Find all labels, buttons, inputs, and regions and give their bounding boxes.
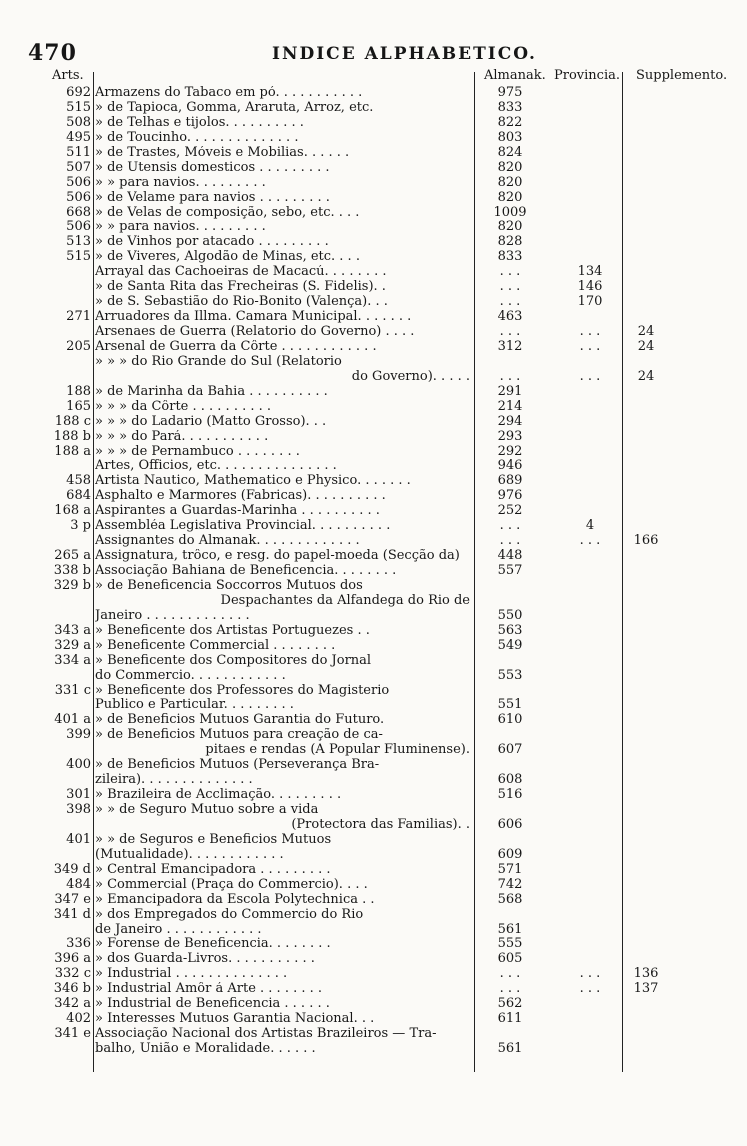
almanak-page: 689 [497,473,523,489]
table-row [0,564,747,579]
table-row [0,400,747,415]
table-row [0,474,747,489]
table-row [0,997,747,1012]
article-number: 188 [66,383,91,399]
table-row [0,833,747,848]
article-number: 342 a [54,996,91,1012]
article-number: 329 a [54,637,91,653]
article-number: 329 b [53,577,91,593]
entry-text: » » para navios. . . . . . . . . [95,220,266,235]
almanak-page: . . . [499,279,521,295]
entry-text: » de Beneficencia Soccorros Mutuos dos [95,578,363,593]
article-number: 334 a [54,652,91,668]
entry-text: » » » do Rio Grande do Sul (Relatorio [95,354,342,369]
column-header-provincia: Provincia. [554,68,620,83]
almanak-page: 557 [497,563,523,578]
almanak-page: 824 [497,144,523,160]
article-number: 331 c [54,682,91,698]
column-headers [0,68,747,86]
entry-text: » de Beneficios Mutuos Garantia do Futuro. [95,713,385,728]
table-row [0,310,747,325]
almanak-page: 605 [497,951,523,967]
entry-text: » Commercial (Praça do Commercio). . . . [95,877,368,892]
article-number: 401 a [54,712,91,728]
article-number: 332 c [54,966,91,982]
almanak-page: 294 [497,413,523,429]
entry-text: Despachantes da Alfandega do Rio de [220,593,470,608]
provincia-page: . . . [579,324,601,339]
entry-text: » de Velas de composição, sebo, etc. . . . [95,205,360,220]
article-number: 508 [66,114,91,130]
entry-text: Assembléa Legislativa Provincial. . . . . . . . . . [95,519,391,534]
table-row [0,161,747,176]
almanak-page: 571 [497,861,523,877]
supplemento-page: 24 [637,368,655,384]
entry-text: Artes, Officios, etc. . . . . . . . . . . . . . . [95,459,337,474]
almanak-page: 1009 [493,204,527,220]
almanak-page: 820 [497,174,523,190]
entry-text: Armazens do Tabaco em pó. . . . . . . . . . . [95,86,363,100]
table-row [0,519,747,534]
article-number: 515 [66,249,91,265]
provincia-page: 4 [585,518,595,534]
provincia-page: . . . [579,533,601,549]
provincia-page: 134 [577,264,603,280]
table-row [0,101,747,116]
table-row [0,220,747,235]
page-header [0,40,747,66]
provincia-page: . . . [579,981,601,997]
index-table [0,86,747,1057]
article-number: 458 [66,473,91,489]
table-row [0,430,747,445]
almanak-page: 214 [497,398,523,414]
table-row [0,923,747,938]
table-row [0,743,747,758]
supplemento-page: 166 [633,533,659,549]
article-number: 265 a [54,548,91,564]
provincia-page: 170 [577,294,603,310]
almanak-page: 293 [497,428,523,444]
almanak-page: 551 [497,697,523,713]
table-row [0,295,747,310]
table-row [0,818,747,833]
table-row [0,982,747,997]
column-header-supplemento: Supplemento. [636,68,728,83]
entry-text: » Industrial . . . . . . . . . . . . . . [95,967,288,982]
entry-text: Assignantes do Almanak. . . . . . . . . . . . . [95,534,360,549]
almanak-page: 563 [497,622,523,638]
entry-text: » » para navios. . . . . . . . . [95,175,266,190]
entry-text: » Interesses Mutuos Garantia Nacional. . . [95,1012,375,1027]
table-row [0,250,747,265]
entry-text: » Brazileira de Acclimação. . . . . . . . . [95,788,342,803]
table-row [0,445,747,460]
provincia-page: . . . [579,368,601,384]
almanak-page: 516 [497,787,523,803]
entry-text: (Protectora das Familias). . [291,817,470,832]
table-row [0,146,747,161]
table-row [0,848,747,863]
table-row [0,908,747,923]
article-number: 400 [66,757,91,773]
table-row [0,280,747,295]
almanak-page: 822 [497,114,523,130]
table-row [0,116,747,131]
entry-text: zileira). . . . . . . . . . . . . . [95,773,253,788]
entry-text: » » » do Ladario (Matto Grosso). . . [95,414,327,429]
entry-text: » de Trastes, Móveis e Mobilias. . . . . . [95,145,350,160]
provincia-page: . . . [579,338,601,354]
entry-text: » » de Seguro Mutuo sobre a vida [95,803,319,817]
table-row [0,1012,747,1027]
supplemento-page: 137 [633,981,659,997]
almanak-page: 976 [497,488,523,504]
almanak-page: . . . [499,981,521,997]
table-row [0,624,747,639]
entry-text: Arsenal de Guerra da Côrte . . . . . . . . . . . . [95,339,377,354]
entry-text: Asphalto e Marmores (Fabricas). . . . . . . . . . [95,489,386,504]
table-row [0,609,747,624]
almanak-page: 946 [497,458,523,474]
table-row [0,176,747,191]
almanak-page: 463 [497,309,523,325]
entry-text: » Beneficente dos Artistas Portuguezes . . [95,623,370,638]
almanak-page: 561 [497,921,523,937]
column-header-arts: Arts. [52,68,84,83]
table-row [0,579,747,594]
entry-text: » Emancipadora da Escola Polytechnica . . [95,892,375,907]
article-number: 347 e [54,891,91,907]
almanak-page: 553 [497,667,523,683]
table-row [0,669,747,684]
entry-text: » de Beneficios Mutuos para creação de ca- [95,728,383,743]
article-number: 506 [66,189,91,205]
table-row [0,654,747,669]
entry-text: » » » de Pernambuco . . . . . . . . [95,444,300,459]
almanak-page: 606 [497,816,523,832]
table-row [0,265,747,280]
table-row [0,534,747,549]
almanak-page: 549 [497,637,523,653]
almanak-page: 820 [497,159,523,175]
almanak-page: 833 [497,249,523,265]
table-row [0,728,747,743]
article-number: 338 b [53,563,91,578]
table-row [0,878,747,893]
entry-text: do Governo). . . . . [351,369,470,384]
entry-text: » de Santa Rita das Frecheiras (S. Fidelis). . [95,280,386,295]
entry-text: » de Vinhos por atacado . . . . . . . . . [95,235,329,250]
entry-text: » de Velame para navios . . . . . . . . . [95,190,330,205]
entry-text: » Forense de Beneficencia. . . . . . . . [95,937,331,952]
table-row [0,937,747,952]
entry-text: Janeiro . . . . . . . . . . . . . [95,608,250,623]
almanak-page: 975 [497,85,523,100]
table-row [0,415,747,430]
entry-text: » Beneficente dos Professores do Magisterio [95,683,390,698]
entry-text: » de Tapioca, Gomma, Araruta, Arroz, etc. [95,100,374,115]
article-number: 205 [66,338,91,354]
table-row [0,639,747,654]
article-number: 165 [66,398,91,414]
supplemento-page: 24 [637,338,655,354]
article-number: 341 d [53,906,91,922]
table-row [0,86,747,101]
entry-text: » de Beneficios Mutuos (Perseverança Bra- [95,758,380,773]
almanak-page: 568 [497,891,523,907]
entry-text: Arruadores da Illma. Camara Municipal. . . . . . . [95,310,412,325]
entry-text: » dos Empregados do Commercio do Rio [95,907,364,922]
article-number: 343 a [54,622,91,638]
entry-text: » Central Emancipadora . . . . . . . . . [95,862,331,877]
article-number: 484 [66,876,91,892]
article-number: 188 c [54,413,91,429]
entry-text: » » » do Pará. . . . . . . . . . . [95,429,269,444]
article-number: 402 [66,1011,91,1027]
page-number: 470 [28,40,77,66]
entry-text: balho, União e Moralidade. . . . . . [95,1042,316,1056]
table-row [0,803,747,818]
entry-text: » » de Seguros e Beneficios Mutuos [95,832,332,847]
entry-text: Arsenaes de Guerra (Relatorio do Governo) . . . . [95,325,415,339]
almanak-page: . . . [499,264,521,280]
almanak-page: 610 [497,712,523,728]
entry-text: » » » da Côrte . . . . . . . . . . [95,399,272,414]
almanak-page: 803 [497,129,523,145]
page-title: INDICE ALPHABETICO. [272,44,537,64]
table-row [0,549,747,564]
article-number: 511 [66,144,91,160]
article-number: 346 b [53,981,91,997]
table-row [0,773,747,788]
article-number: 399 [66,727,91,743]
entry-text: » Beneficente dos Compositores do Jornal [95,653,372,668]
almanak-page: 555 [497,936,523,952]
entry-text: » de Marinha da Bahia . . . . . . . . . . [95,384,328,399]
almanak-page: 742 [497,876,523,892]
entry-text: Associação Nacional dos Artistas Brazileiros — Tra- [95,1027,437,1042]
article-number: 495 [66,129,91,145]
article-number: 398 [66,802,91,817]
entry-text: (Mutualidade). . . . . . . . . . . . [95,847,284,862]
almanak-page: 608 [497,772,523,788]
entry-text: » de Viveres, Algodão de Minas, etc. . . . [95,250,360,265]
almanak-page: 312 [497,338,523,354]
entry-text: » de Toucinho. . . . . . . . . . . . . . [95,130,299,145]
table-row [0,594,747,609]
provincia-page: . . . [579,966,601,982]
almanak-page: 448 [497,548,523,564]
entry-text: » de S. Sebastião do Rio-Bonito (Valença). . . [95,295,388,310]
entry-text: pitaes e rendas (A Popular Fluminense). [205,743,470,758]
table-row [0,758,747,773]
entry-text: do Commercio. . . . . . . . . . . . [95,668,286,683]
article-number: 341 e [54,1026,91,1042]
table-row [0,340,747,355]
entry-text: Publico e Particular. . . . . . . . . [95,698,294,713]
almanak-page: . . . [499,294,521,310]
article-number: 515 [66,99,91,115]
article-number: 271 [66,309,91,325]
article-number: 506 [66,174,91,190]
entry-text: » de Utensis domesticos . . . . . . . . . [95,160,330,175]
entry-text: » dos Guarda-Livros. . . . . . . . . . . [95,952,315,967]
entry-text: Arrayal das Cachoeiras de Macacú. . . . . . . . [95,265,387,280]
article-number: 506 [66,219,91,235]
table-row [0,684,747,699]
column-header-almanak: Almanak. [484,68,546,83]
article-number: 3 p [70,518,91,534]
entry-text: » de Telhas e tijolos. . . . . . . . . . [95,115,304,130]
table-row [0,385,747,400]
article-number: 668 [66,204,91,220]
article-number: 188 a [54,443,91,459]
article-number: 692 [66,85,91,100]
table-row [0,370,747,385]
almanak-page: 833 [497,99,523,115]
almanak-page: . . . [499,368,521,384]
almanak-page: 561 [497,1041,523,1056]
supplemento-page: 24 [637,324,655,339]
table-row [0,489,747,504]
article-number: 301 [66,787,91,803]
article-number: 336 [66,936,91,952]
article-number: 513 [66,234,91,250]
article-number: 188 b [53,428,91,444]
almanak-page: 828 [497,234,523,250]
entry-text: Artista Nautico, Mathematico e Physico. . . . . . . [95,474,411,489]
almanak-page: 611 [497,1011,523,1027]
entry-text: Aspirantes a Guardas-Marinha . . . . . . . . . . [95,504,380,519]
entry-text: » Beneficente Commercial . . . . . . . . [95,638,336,653]
almanak-page: . . . [499,324,521,339]
entry-text: Assignatura, trôco, e resg. do papel-moeda (Secção da) [95,549,460,564]
table-row [0,893,747,908]
table-row [0,1027,747,1042]
almanak-page: 291 [497,383,523,399]
table-row [0,325,747,340]
table-row [0,355,747,370]
entry-text: » Industrial de Beneficencia . . . . . . [95,997,330,1012]
article-number: 507 [66,159,91,175]
almanak-page: . . . [499,518,521,534]
almanak-page: . . . [499,533,521,549]
table-row [0,459,747,474]
almanak-page: 607 [497,742,523,758]
table-row [0,863,747,878]
entry-text: » Industrial Amôr á Arte . . . . . . . . [95,982,323,997]
almanak-page: . . . [499,966,521,982]
almanak-page: 820 [497,189,523,205]
article-number: 349 d [53,861,91,877]
table-row [0,206,747,221]
table-row [0,698,747,713]
article-number: 684 [66,488,91,504]
table-row [0,788,747,803]
article-number: 401 [66,831,91,847]
table-row [0,1042,747,1057]
table-row [0,191,747,206]
almanak-page: 820 [497,219,523,235]
almanak-page: 252 [497,503,523,519]
supplemento-page: 136 [633,966,659,982]
provincia-page: 146 [577,279,603,295]
entry-text: de Janeiro . . . . . . . . . . . . [95,922,262,937]
almanak-page: 550 [497,607,523,623]
entry-text: Associação Bahiana de Beneficencia. . . . . . . . [95,564,397,578]
article-number: 396 a [54,951,91,967]
table-row [0,235,747,250]
table-row [0,952,747,967]
article-number: 168 a [54,503,91,519]
table-row [0,967,747,982]
almanak-page: 609 [497,846,523,862]
almanak-page: 562 [497,996,523,1012]
table-row [0,504,747,519]
table-row [0,131,747,146]
table-row [0,713,747,728]
almanak-page: 292 [497,443,523,459]
